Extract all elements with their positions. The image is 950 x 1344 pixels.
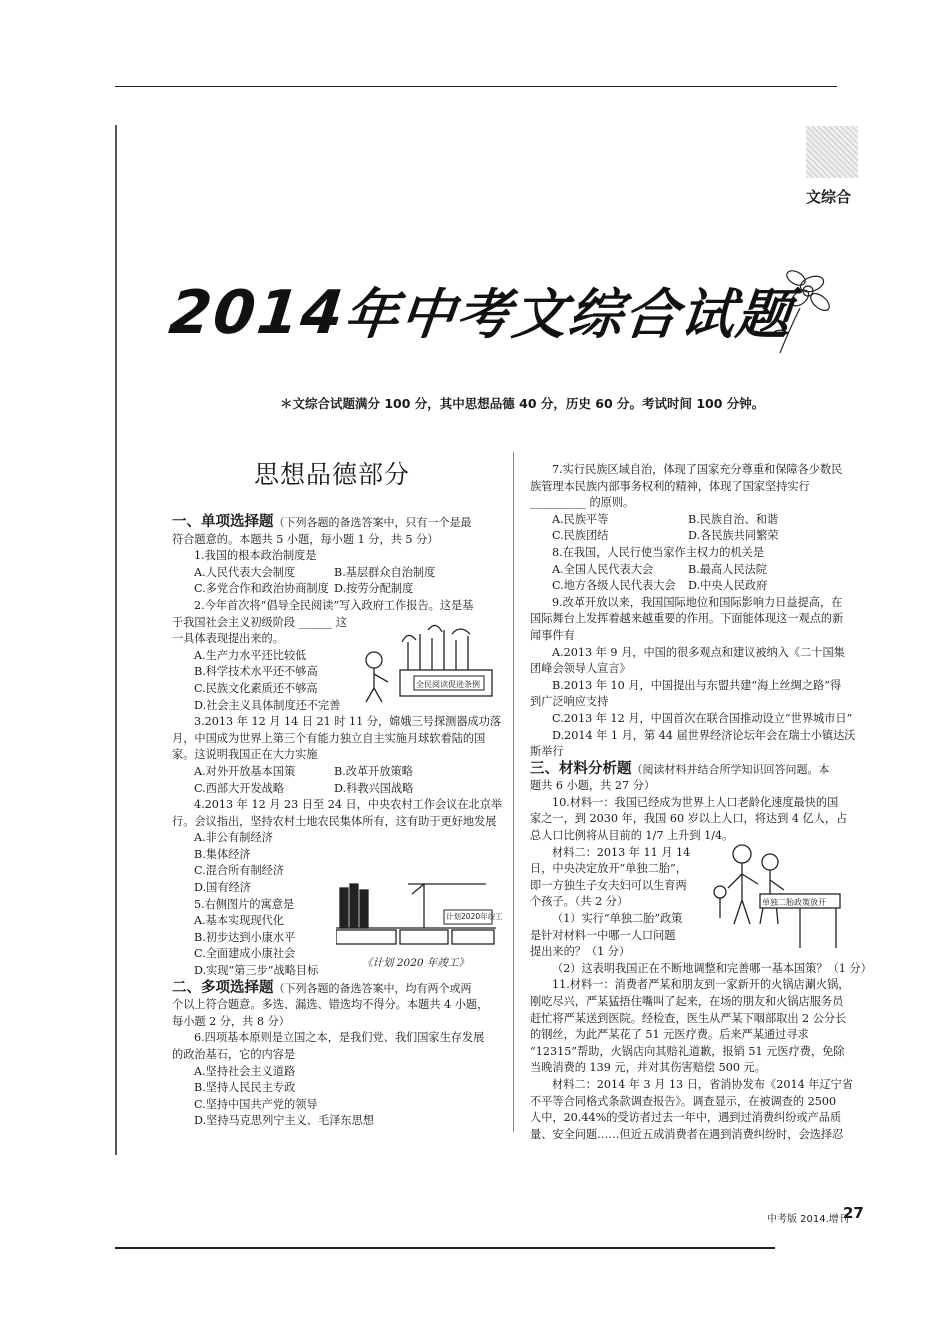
question-4-option-c: C.混合所有制经济 bbox=[194, 864, 285, 878]
page-title: 2014年中考文综合试题 bbox=[166, 278, 796, 348]
question-10-line-7: 个孩子。（共 2 分） bbox=[530, 895, 629, 909]
question-8-options-cd: C.地方各级人民代表大会 D.中央人民政府 bbox=[552, 579, 768, 593]
question-6-option-b: B.坚持人民民主专政 bbox=[194, 1081, 296, 1095]
question-10-line-6: 即一方独生子女夫妇可以生育两 bbox=[530, 878, 687, 892]
question-7-line-3: __________ 的原则。 bbox=[530, 496, 635, 510]
question-3-line-3: 家。这说明我国正在大力实施 bbox=[172, 748, 318, 762]
question-11-line-6: 当晚消费的 139 元，并对其伤害赔偿 500 元。 bbox=[530, 1061, 766, 1075]
part2-note: （下列各题的备选答案中，均有两个或两 bbox=[273, 981, 472, 995]
top-rule bbox=[115, 86, 837, 87]
question-11-line-9: 人中，20.44%的受访者过去一年中，遇到过消费纠纷或产品质 bbox=[530, 1111, 842, 1125]
question-3-options-ab: A.对外开放基本国策 B.改革开放策略 bbox=[194, 764, 413, 778]
question-10-sub-1: （1）实行“单独二胎”政策 bbox=[552, 912, 683, 926]
part3-note: （阅读材料并结合所学知识回答问题。本 bbox=[631, 762, 830, 776]
family-policy-cartoon bbox=[704, 840, 844, 952]
question-9-option-c: C.2013 年 12 月，中国首次在联合国推动设立“世界城市日” bbox=[552, 711, 853, 725]
question-9-option-d-2: 斯举行 bbox=[530, 745, 564, 759]
question-1: 1.我国的根本政治制度是 bbox=[194, 549, 317, 563]
part3-note-2: 题共 6 小题，共 27 分） bbox=[530, 779, 656, 793]
construction-sign: 计划2020年竣工 bbox=[446, 912, 503, 921]
question-6-option-a: A.坚持社会主义道路 bbox=[194, 1064, 296, 1078]
question-4-option-d: D.国有经济 bbox=[194, 881, 251, 895]
question-1-options-cd: C.多党合作和政治协商制度 D.按劳分配制度 bbox=[194, 582, 414, 596]
question-7-options-ab: A.民族平等 B.民族自治、和谐 bbox=[552, 512, 779, 526]
question-11-line-2: 刚吃尽兴，严某猛捂住嘴叫了起来，在场的朋友和火锅店服务员 bbox=[530, 995, 844, 1008]
question-1-options-ab: A.人民代表大会制度 B.基层群众自治制度 bbox=[194, 565, 436, 579]
question-11-line-4: 的钢丝，为此严某花了 51 元医疗费。后来严某通过寻求 bbox=[530, 1028, 809, 1042]
question-10-line-3: 总人口比例将从目前的 1/7 上升到 1/4。 bbox=[530, 829, 734, 843]
part1-note: （下列各题的备选答案中，只有一个是最 bbox=[273, 516, 472, 529]
question-5: 5.右侧图片的寓意是 bbox=[194, 897, 295, 911]
page-number: 27 bbox=[843, 1204, 864, 1222]
question-7-options-cd: C.民族团结 D.各民族共同繁荣 bbox=[552, 529, 779, 543]
question-3: 3.2013 年 12 月 14 日 21 时 11 分，嫦娥三号探测器成功落 bbox=[194, 715, 502, 729]
reading-law-sign: 全民阅读促进条例 bbox=[416, 680, 480, 689]
left-column bbox=[172, 514, 504, 1130]
question-2: 2.今年首次将“倡导全民阅读”写入政府工作报告。这是基 bbox=[194, 598, 474, 612]
family-policy-sign: 单独二胎政策放开 bbox=[762, 898, 826, 907]
part3-heading: 三、材料分析题 bbox=[530, 760, 632, 777]
question-9-line-2: 国际舞台上发挥着越来越重要的作用。下面能体现这一观点的新 bbox=[530, 612, 844, 626]
question-7-line-2: 族管理本民族内部事务权利的精神，体现了国家坚持实行 bbox=[530, 479, 810, 493]
bottom-rule bbox=[115, 1247, 775, 1249]
left-margin-rule bbox=[115, 125, 117, 1155]
right-column bbox=[530, 462, 872, 1143]
question-10-line-2: 家之一，到 2030 年，我国 60 岁以上人口，将达到 4 亿人，占 bbox=[530, 812, 848, 826]
question-2-option-a: A.生产力水平还比较低 bbox=[194, 648, 307, 662]
question-2-option-b: B.科学技术水平还不够高 bbox=[194, 665, 318, 679]
question-10-line-10: 提出来的？（1 分） bbox=[530, 945, 631, 959]
question-7: 7.实行民族区域自治，体现了国家充分尊重和保障各少数民 bbox=[552, 463, 843, 476]
question-9-line-3: 闻事件有 bbox=[530, 628, 575, 642]
corner-pattern bbox=[806, 126, 858, 178]
part1-heading: 一、单项选择题 bbox=[172, 514, 274, 530]
part2-note-2: 个以上符合题意。多选、漏选、错选均不得分。本题共 4 小题， bbox=[172, 998, 489, 1012]
question-9-option-b: B.2013 年 10 月，中国提出与东盟共建“海上丝绸之路”得 bbox=[552, 678, 842, 692]
question-5-option-a: A.基本实现现代化 bbox=[194, 914, 284, 928]
part1-note-2: 符合题意的。本题共 5 小题，每小题 1 分，共 5 分） bbox=[172, 532, 439, 546]
issue-folio: 中考版 2014.增刊 bbox=[767, 1214, 849, 1225]
question-4-option-a: A.非公有制经济 bbox=[194, 831, 273, 845]
part2-heading: 二、多项选择题 bbox=[172, 979, 274, 996]
question-11-line-8: 不平等合同格式条款调查报告》。调查显示，在被调查的 2500 bbox=[530, 1094, 837, 1108]
section-heading: 思想品德部分 bbox=[254, 460, 411, 489]
question-9-option-d: D.2014 年 1 月，第 44 届世界经济论坛年会在瑞士小镇达沃 bbox=[552, 728, 856, 742]
question-6-option-d: D.坚持马克思列宁主义、毛泽东思想 bbox=[194, 1114, 374, 1128]
question-10-sub-2: （2）这表明我国正在不断地调整和完善哪一基本国策？（1 分） bbox=[552, 961, 872, 975]
question-8: 8.在我国，人民行使当家作主权力的机关是 bbox=[552, 545, 765, 559]
question-4-line-2: 行。会议指出，坚持农村土地农民集体所有，这有助于更好地发展 bbox=[172, 814, 497, 828]
question-6-option-c: C.坚持中国共产党的领导 bbox=[194, 1097, 318, 1111]
question-6: 6.四项基本原则是立国之本，是我们党、我们国家生存发展 bbox=[194, 1031, 485, 1045]
question-10: 10.材料一：我国已经成为世界上人口老龄化速度最快的国 bbox=[552, 795, 839, 809]
column-divider bbox=[513, 452, 514, 1132]
part2-note-3: 每小题 2 分，共 8 分） bbox=[172, 1014, 290, 1028]
exam-notice: ＊文综合试题满分 100 分，其中思想品德 40 分，历史 60 分。考试时间 100 分钟。 bbox=[280, 396, 765, 411]
reading-law-cartoon bbox=[358, 612, 498, 704]
question-9-option-a-2: 团峰会领导人宣言》 bbox=[530, 662, 631, 676]
category-tag: 文综合 bbox=[806, 188, 852, 206]
question-2-line-2: 于我国社会主义初级阶段 ______ 这 bbox=[172, 615, 347, 629]
question-3-options-cd: C.西部大开发战略 D.科教兴国战略 bbox=[194, 781, 414, 795]
question-5-option-b: B.初步达到小康水平 bbox=[194, 930, 296, 944]
question-10-line-9: 是针对材料一中哪一人口问题 bbox=[530, 928, 676, 942]
question-11: 11.材料一：消费者严某和朋友到一家新开的火锅店涮火锅， bbox=[552, 978, 850, 992]
question-5-option-c: C.全面建成小康社会 bbox=[194, 947, 296, 961]
question-9: 9.改革开放以来，我国国际地位和国际影响力日益提高，在 bbox=[552, 595, 843, 609]
question-9-option-a: A.2013 年 9 月，中国的很多观点和建议被纳入《二十国集 bbox=[552, 645, 845, 659]
question-11-line-5: “12315”帮助，火锅店向其赔礼道歉，报销 51 元医疗费，免除 bbox=[530, 1044, 845, 1058]
question-10-material-2: 材料二：2013 年 11 月 14 bbox=[552, 845, 691, 859]
question-10-line-5: 日，中央决定放开“单独二胎”， bbox=[530, 862, 687, 876]
question-6-line-2: 的政治基石，它的内容是 bbox=[172, 1048, 296, 1061]
question-3-line-2: 月，中国成为世界上第三个有能力独立自主实施月球软着陆的国 bbox=[172, 731, 486, 745]
question-11-line-3: 赶忙将严某送到医院。经检查，医生从严某下咽部取出 2 公分长 bbox=[530, 1011, 847, 1025]
question-11-line-10: 量、安全问题……但近五成消费者在遇到消费纠纷时，会选择忍 bbox=[530, 1127, 844, 1141]
question-2-line-3: 一具体表现提出来的。 bbox=[172, 632, 284, 646]
question-4-option-b: B.集体经济 bbox=[194, 847, 251, 861]
question-9-option-b-2: 到广泛响应支持 bbox=[530, 695, 609, 709]
question-2-option-c: C.民族文化素质还不够高 bbox=[194, 681, 318, 695]
question-4: 4.2013 年 12 月 23 日至 24 日，中央农村工作会议在北京举 bbox=[194, 798, 503, 812]
question-2-option-d: D.社会主义具体制度还不完善 bbox=[194, 698, 341, 712]
construction-caption: 《计划 2020 年竣工》 bbox=[362, 957, 469, 969]
question-5-option-d: D.实现“第三步”战略目标 bbox=[194, 964, 319, 978]
question-8-options-ab: A.全国人民代表大会 B.最高人民法院 bbox=[552, 562, 767, 576]
question-11-material-2: 材料二：2014 年 3 月 13 日，省消协发布《2014 年辽宁省 bbox=[552, 1077, 854, 1091]
